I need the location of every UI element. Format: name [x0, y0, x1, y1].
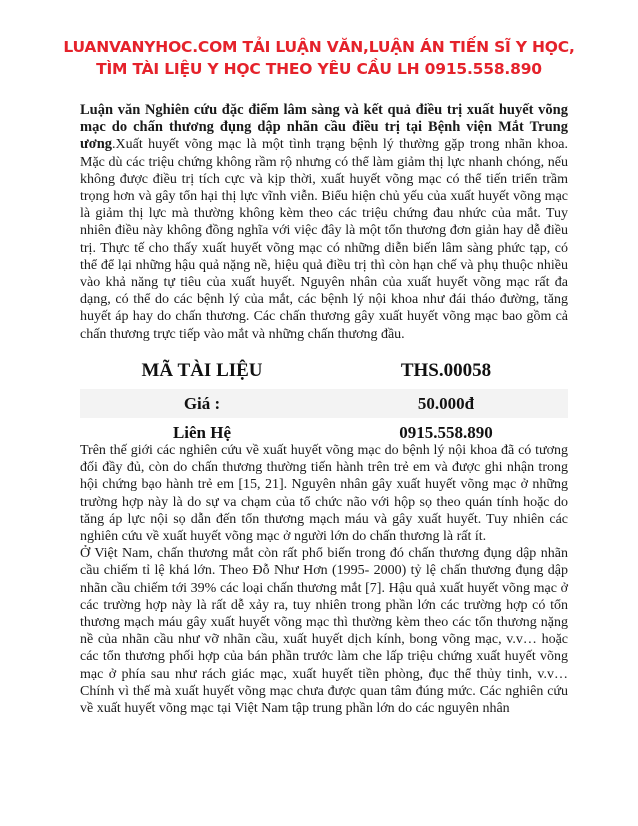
document-title: Luận văn Nghiên cứu đặc điểm lâm sàng và kết quả điều trị xuất huyết võng mạc do chấn thương đụng dập nhãn cầu điều trị tại Bệnh viện Mắt Trung ương	[80, 102, 568, 153]
code-label: MÃ TÀI LIỆU	[141, 360, 263, 381]
paragraph-1: Trên thế giới các nghiên cứu về xuất huyết võng mạc do bệnh lý nội khoa đã có tương đối đầy đủ, còn do chấn thương thường tiến hành trên trẻ em và được ghi nhận trong hội chứng bạo hành trẻ em [15, 21]. Nguyên nhân gây xuất huyết võng mạc ở những trường hợp này là do sự va chạm của tổ chức não với hộp sọ theo quán tính hoặc do tăng áp lực nội sọ dẫn đến tổn thương mạch máu và gây xuất huyết. Tuy nhiên các nghiên cứu về xuất huyết võng mạc ở người lớn do chấn thương là rất ít.	[80, 443, 568, 545]
main-body	[80, 442, 568, 717]
contact-value: 0915.558.890	[399, 422, 493, 442]
info-row-code	[80, 353, 568, 389]
info-row-price	[80, 389, 568, 418]
paragraph-2: Ở Việt Nam, chấn thương mắt còn rất phổ biến trong đó chấn thương đụng dập nhãn cầu chiếm tỉ lệ khá lớn. Theo Đỗ Như Hơn (1995- 2000) tỷ lệ chấn thương đụng dập nhãn cầu chiếm tới 39% các loại chấn thương mắt [7]. Hậu quả xuất huyết võng mạc ở các trường hợp này là rất dễ xảy ra, tuy nhiên trong phần lớn các trường hợp có tổn thương mạch máu gây xuất huyết võng mạc thì thường kèm theo các tổn thương nặng nề của nhãn cầu như vỡ nhãn cầu, xuất huyết dịch kính, bong võng mạc, v.v… hoặc các tổn thương phối hợp của bán phần trước làm che lấp triệu chứng xuất huyết võng mạc ở phía sau như rách giác mạc, xuất huyết tiền phòng, đục thể thủy tinh, v.v…	[80, 546, 568, 682]
price-label: Giá :	[80, 389, 324, 418]
document-info-table	[80, 353, 568, 447]
price-value: 50.000đ	[324, 389, 568, 418]
intro-paragraph	[80, 102, 568, 343]
promo-banner	[60, 36, 578, 80]
paragraph-3: Chính vì thế mà xuất huyết võng mạc chưa được quan tâm đúng mức. Các nghiên cứu về xuất huyết võng mạc tại Việt Nam tập trung phần lớn do các nguyên nhân	[80, 683, 568, 717]
intro-text: .Xuất huyết võng mạc là một tình trạng bệnh lý thường gặp trong nhãn khoa. Mặc dù các triệu chứng không rầm rộ nhưng có thể làm giảm thị lực nhanh chóng, nếu không được điều trị tích cực và kịp thời, xuất huyết võng mạc có thể tiến triển trầm trọng hơn và gây tổn hại thị lực vĩnh viễn. Biểu hiện chủ yếu của xuất huyết võng mạc là giảm thị lực mà thường không kèm theo các triệu chứng đau nhức của mắt. Tuy nhiên điều này không đồng nghĩa với việc đây là một tổn thương đơn giản hay dễ điều trị. Thực tế cho thấy xuất huyết võng mạc có những diễn biến lâm sàng phức tạp, có thể để lại những hậu quả nặng nề, hiệu quả điều trị thì còn hạn chế và phụ thuộc nhiều vào khả năng tự tiêu của xuất huyết. Nguyên nhân của xuất huyết võng mạc rất đa dạng, có thể do các bệnh lý của mắt, các bệnh lý nội khoa như đái tháo đường, tăng huyết áp hay do chấn thương. Các chấn thương gây xuất huyết võng mạc bao gồm cả chấn thương trực tiếp vào mắt và những chấn thương đầu.	[80, 137, 568, 342]
contact-label: Liên Hệ	[172, 422, 232, 442]
banner-line-1: LUANVANYHOC.COM TẢI LUẬN VĂN,LUẬN ÁN TIẾN SĨ Y HỌC,	[63, 38, 575, 56]
banner-line-2: TÌM TÀI LIỆU Y HỌC THEO YÊU CẦU LH 0915.558.890	[96, 60, 542, 78]
code-value: THS.00058	[400, 360, 492, 381]
